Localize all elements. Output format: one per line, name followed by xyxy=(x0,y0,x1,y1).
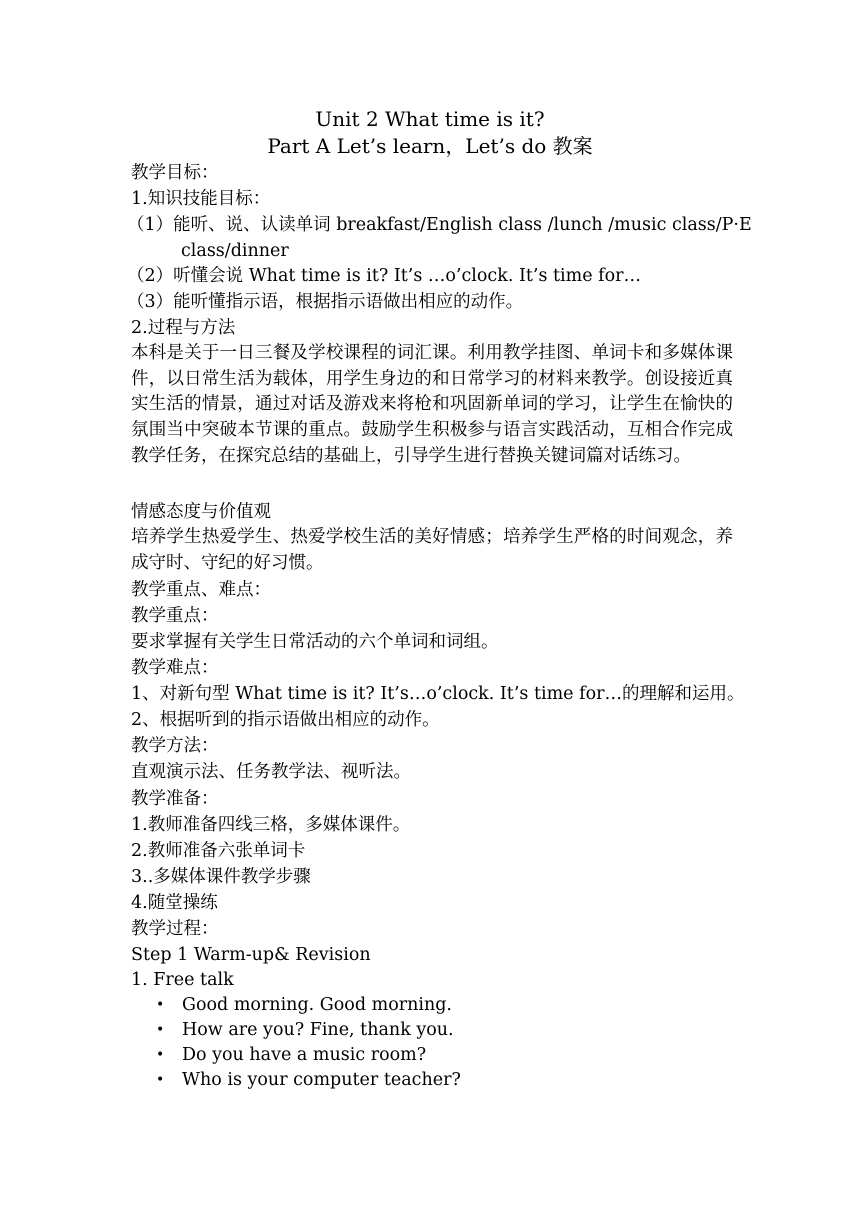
doc-subtitle: Part A Let’s learn，Let’s do 教案 xyxy=(267,134,593,158)
process-paragraph: 本科是关于一日三餐及学校课程的词汇课。利用教学挂图、单词卡和多媒体课件，以日常生活为载体，用学生身边的和日常学习的材料来教学。创设接近真实生活的情景，通过对话及游戏来将枪和巩固新单词的学习，让学生在愉快的氛围当中突破本节课的重点。鼓励学生积极参与语言实践活动，互相合作完成教学任务，在探究总结的基础上，引导学生进行替换关键词篇对话练习。 xyxy=(131,343,733,466)
process-heading: 2.过程与方法 xyxy=(131,318,236,338)
methods-text: 直观演示法、任务教学法、视听法。 xyxy=(131,762,411,782)
knowledge-heading: 1.知识技能目标： xyxy=(131,189,271,209)
attitude-paragraph: 培养学生热爱学生、热爱学校生活的美好情感；培养学生严格的时间观念，养成守时、守纪的好习惯。 xyxy=(131,527,733,573)
objectives-heading: 教学目标： xyxy=(131,163,219,183)
step1-heading: Step 1 Warm-up& Revision xyxy=(131,945,371,965)
preparation-item: 4.随堂操练 xyxy=(131,893,218,913)
list-item: Good morning. Good morning. xyxy=(182,995,452,1015)
procedure-heading: 教学过程： xyxy=(131,919,219,939)
free-talk-heading: 1. Free talk xyxy=(131,970,234,990)
list-item: How are you? Fine, thank you. xyxy=(182,1020,454,1040)
list-item: Who is your computer teacher? xyxy=(182,1070,461,1090)
methods-heading: 教学方法： xyxy=(131,736,219,756)
bullet-icon: • xyxy=(156,1072,165,1088)
list-item: Do you have a music room? xyxy=(182,1045,427,1065)
preparation-item: 2.教师准备六张单词卡 xyxy=(131,841,306,861)
attitude-heading: 情感态度与价值观 xyxy=(131,502,271,522)
doc-title: Unit 2 What time is it? xyxy=(315,107,545,131)
preparation-heading: 教学准备： xyxy=(131,789,219,809)
preparation-item: 1.教师准备四线三格，多媒体课件。 xyxy=(131,815,411,835)
difficulty-1: 1、对新句型 What time is it? It’s…o’clock. It’s time for…的理解和运用。 xyxy=(131,684,745,704)
difficulty-2: 2、根据听到的指示语做出相应的动作。 xyxy=(131,710,440,730)
bullet-icon: • xyxy=(156,1047,165,1063)
objective-item-1-cont: class/dinner xyxy=(181,241,289,261)
preparation-item: 3..多媒体课件教学步骤 xyxy=(131,867,311,887)
focus-text: 要求掌握有关学生日常活动的六个单词和词组。 xyxy=(131,632,499,652)
key-points-heading: 教学重点、难点： xyxy=(131,580,271,600)
objective-item-3: （3）能听懂指示语，根据指示语做出相应的动作。 xyxy=(127,292,524,312)
difficulty-heading: 教学难点： xyxy=(131,658,219,678)
objective-item-2: （2）听懂会说 What time is it? It’s …o’clock. It’s time for… xyxy=(127,266,642,286)
bullet-icon: • xyxy=(156,997,165,1013)
focus-heading: 教学重点： xyxy=(131,606,219,626)
bullet-icon: • xyxy=(156,1022,165,1038)
objective-item-1: （1）能听、说、认读单词 breakfast/English class /lunch /music class/P·E xyxy=(127,215,752,235)
